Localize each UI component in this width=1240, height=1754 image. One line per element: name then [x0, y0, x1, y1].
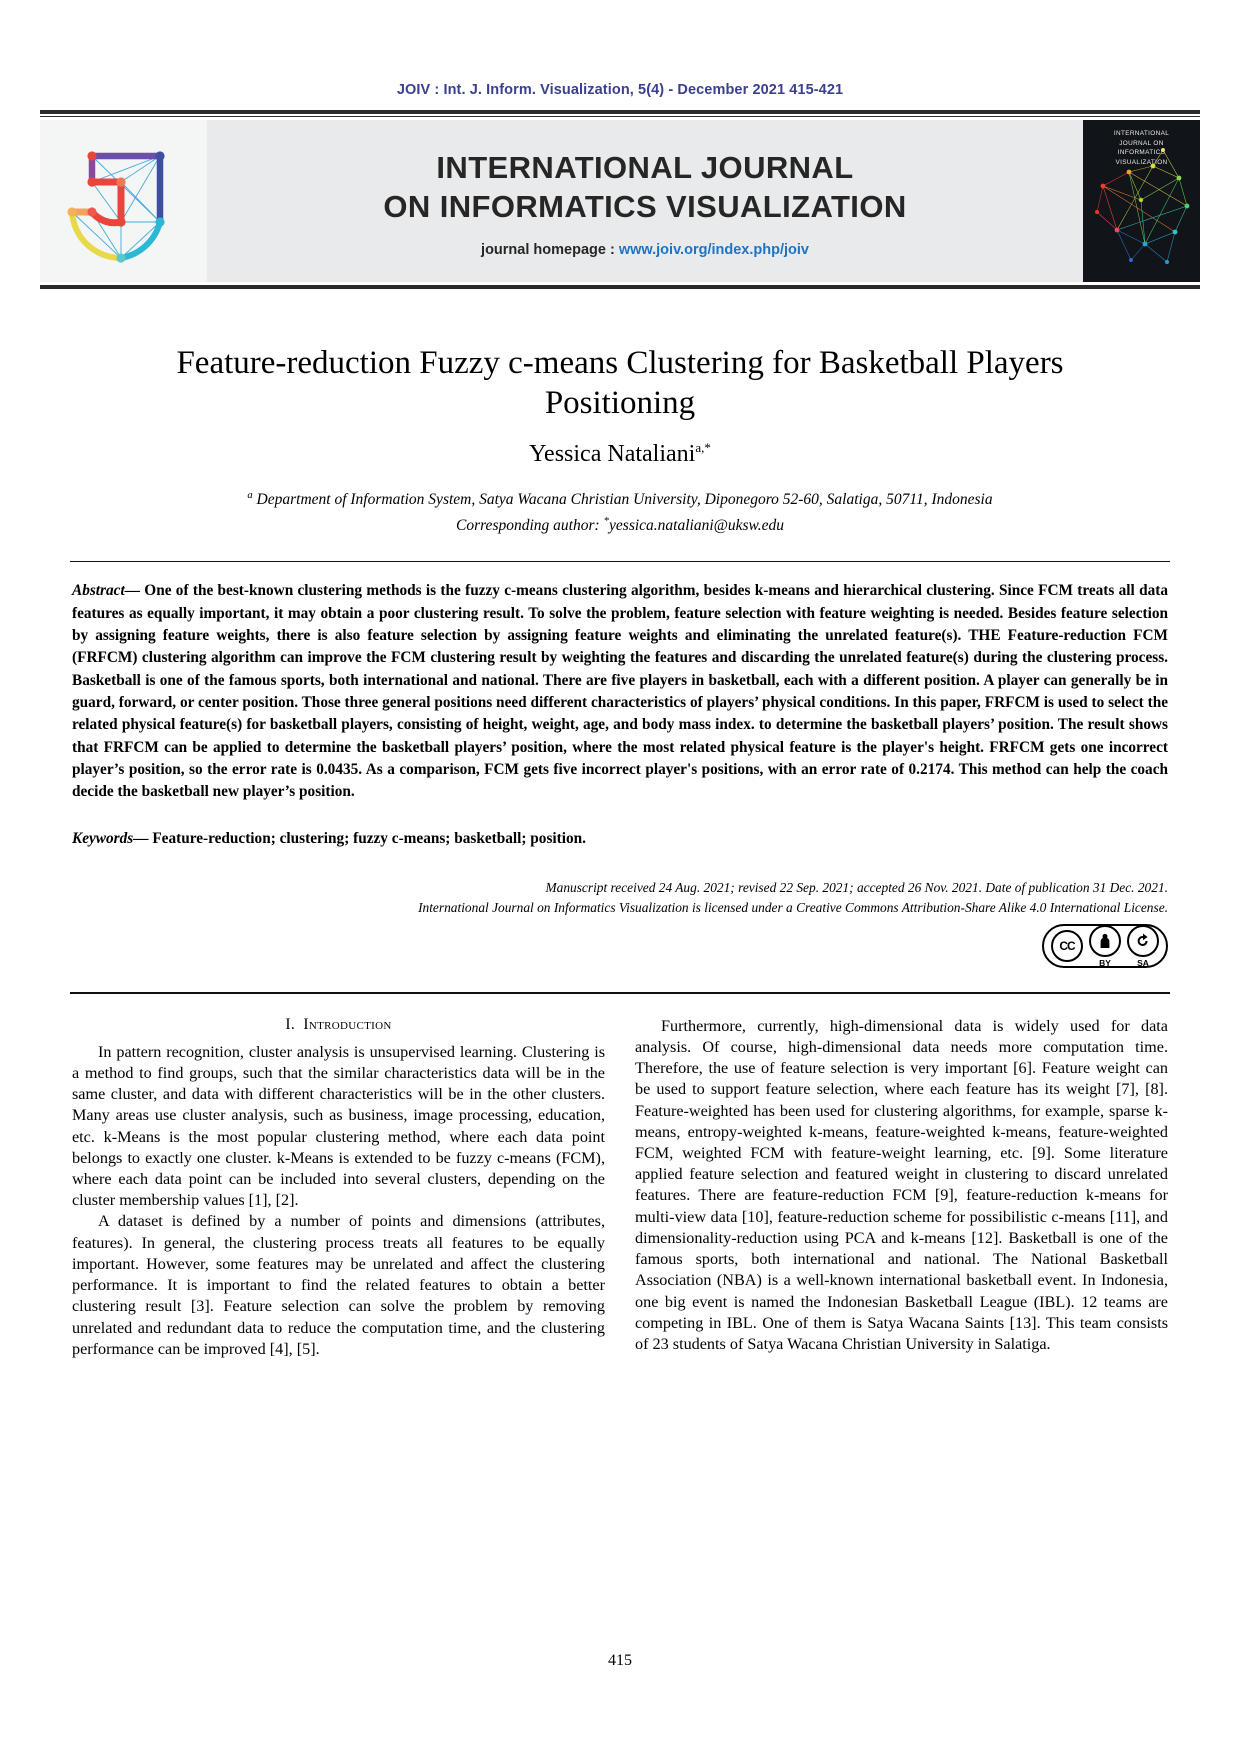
- cc-by-cell: [1086, 925, 1124, 968]
- banner-top-rule-thick: [40, 110, 1200, 114]
- cc-license-row: [72, 924, 1168, 968]
- share-alike-glyph-icon: [1134, 932, 1152, 950]
- person-glyph-icon: [1096, 932, 1114, 950]
- running-head: JOIV : Int. J. Inform. Visualization, 5(4) - December 2021 415-421: [396, 82, 844, 98]
- manuscript-dates-block: [72, 878, 1168, 918]
- cover-caption-line3: INFORMATICS: [1117, 149, 1166, 157]
- keywords-label: Keywords—: [72, 829, 149, 847]
- paragraph: A dataset is defined by a number of points and dimensions (attributes, features). In general, the clustering process treats all features to be equally important. However, some features may be unrelated and affect the clustering performance. It is important to find the related features to obtain a better clustering result [3]. Feature selection can solve the problem by removing unrelated and redundant data to reduce the computation time, and the clustering performance can be improved [4], [5].: [72, 1212, 605, 1358]
- cover-caption: [1083, 129, 1200, 167]
- banner-bottom-rule: [40, 285, 1200, 289]
- journal-title-line2: ON INFORMATICS VISUALIZATION: [383, 189, 907, 224]
- journal-title: [383, 148, 906, 226]
- abstract-top-rule: [70, 561, 1170, 563]
- journal-title-cell: [207, 120, 1083, 282]
- cc-by-label: BY: [1099, 957, 1111, 968]
- body-top-rule: [70, 992, 1170, 994]
- journal-homepage-line: [481, 242, 809, 258]
- banner-top-rule-thin: [40, 116, 1200, 117]
- journal-cover-thumbnail: [1083, 120, 1200, 282]
- keywords-text: Feature-reduction; clustering; fuzzy c-means; basketball; position.: [148, 829, 586, 847]
- joiv-j-logo-icon: [64, 136, 184, 266]
- journal-title-line1: INTERNATIONAL JOURNAL: [436, 149, 854, 185]
- paragraph: In pattern recognition, cluster analysis is unsupervised learning. Clustering is a method to find groups, such that the similar characteristics data will be in the same cluster, and data with different characteristics will be in the other clusters. Many areas use cluster analysis, such as business, image processing, education, etc. k-Means is the most popular clustering method, where each data point belongs to exactly one cluster. k-Means is extended to be fuzzy c-means (FCM), where each data point can be included into several clusters, depending on the cluster membership values [1], [2].: [72, 1042, 605, 1210]
- author-name: Yessica Nataliani: [529, 440, 696, 467]
- two-column-body: [72, 1016, 1168, 1360]
- cc-sa-label: SA: [1137, 957, 1149, 968]
- section-title: Introduction: [303, 1015, 392, 1033]
- cover-caption-line2: JOURNAL ON: [1119, 139, 1164, 147]
- corresponding-author-marker: *: [603, 514, 610, 527]
- cc-mark-cell: [1048, 930, 1086, 962]
- abstract-block: [72, 580, 1168, 803]
- affiliation-line: [0, 488, 1240, 512]
- section-number: I.: [285, 1015, 296, 1033]
- affiliation-text: Department of Information System, Satya Wacana Christian University, Diponegoro 52-60, Salatiga, 50711, Indonesia: [256, 490, 993, 508]
- corresponding-author-email[interactable]: yessica.nataliani@uksw.edu: [609, 516, 785, 534]
- right-column: [635, 1016, 1168, 1360]
- author-line: [0, 440, 1240, 468]
- cc-sa-cell: [1124, 925, 1162, 968]
- cc-by-sa-badge[interactable]: [1042, 924, 1168, 968]
- corresponding-author-line: [0, 515, 1240, 535]
- affiliation-marker: a: [247, 489, 253, 501]
- keywords-block: [72, 828, 1168, 850]
- abstract-text: One of the best-known clustering methods is the fuzzy c-means clustering algorithm, besides k-means and hierarchical clustering. Since FCM treats all data features as equally important, it may obtain a poor clustering result. To solve the problem, feature selection with feature weighting is needed. Besides feature selection by assigning feature weights, there is also feature selection by assigning feature weights and eliminating the unrelated feature(s). THE Feature-reduction FCM (FRFCM) clustering algorithm can improve the FCM clustering result by weighting the features and discarding the unrelated feature(s) during the clustering process. Basketball is one of the famous sports, both international and national. There are five players in basketball, each with a different position. A player can generally be in guard, forward, or center position. Those three general positions need different characteristics of players’ physical conditions. In this paper, FRFCM is used to select the related physical feature(s) for basketball players, consisting of height, weight, age, and body mass index. to determine the basketball players’ position. The result shows that FRFCM can be applied to determine the basketball players’ position, where the most related physical feature is the player's height. FRFCM gets one incorrect player’s position, so the error rate is 0.0435. As a comparison, FCM gets five incorrect player's positions, with an error rate of 0.2174. This method can help the coach decide the basketball new player’s position.: [72, 582, 1168, 801]
- section-heading-introduction: [72, 1016, 605, 1034]
- page-number: 415: [608, 1652, 632, 1669]
- journal-banner: [40, 120, 1200, 282]
- paragraph: Furthermore, currently, high-dimensional data is widely used for data analysis. Of course, high-dimensional data needs more computation time. Therefore, the use of feature selection is very important [6]. Feature weight can be used to support feature selection, where each feature has its weight [7], [8]. Feature-weighted has been used for clustering algorithms, for example, sparse k-means, entropy-weighted k-means, feature-weighted k-means, feature-weighted FCM, weighted FCM with feature-weight learning, etc. [9]. Some literature applied feature selection and featured weight in clustering to discard unrelated features. There are feature-reduction FCM [9], feature-reduction k-means for multi-view data [10], feature-reduction scheme for possibilistic c-means [11], and dimensionality-reduction using PCA and k-means [12]. Basketball is one of the famous sports, both international and national. The National Basketball Association (NBA) is a well-known international basketball event. In Indonesia, one big event is named the Indonesian Basketball League (IBL). 12 teams are competing in IBL. One of them is Satya Wacana Saints [13]. This team consists of 23 students of Satya Wacana Christian University in Salatiga.: [635, 1016, 1168, 1353]
- cover-caption-line4: VISUALIZATION: [1115, 158, 1168, 166]
- cc-circle-icon: CC: [1051, 930, 1083, 962]
- journal-logo-cell: [40, 120, 207, 282]
- journal-homepage-url[interactable]: www.joiv.org/index.php/joiv: [618, 242, 809, 259]
- page-title: Feature-reduction Fuzzy c-means Clustering for Basketball Players Positioning: [176, 345, 1064, 422]
- abstract-label: Abstract—: [72, 582, 140, 600]
- left-column: [72, 1016, 605, 1360]
- author-affiliation-marker: a,*: [695, 439, 711, 455]
- journal-homepage-label: journal homepage :: [481, 242, 615, 259]
- cc-sa-arrow-icon: [1127, 925, 1159, 957]
- license-line: International Journal on Informatics Visualization is licensed under a Creative Commons Attribution-Share Alike 4.0 International License.: [418, 899, 1168, 915]
- cover-caption-line1: INTERNATIONAL: [1113, 130, 1170, 137]
- manuscript-dates-line: Manuscript received 24 Aug. 2021; revised 22 Sep. 2021; accepted 26 Nov. 2021. Date of publication 31 Dec. 2021.: [545, 879, 1168, 895]
- corresponding-author-label: Corresponding author:: [455, 516, 600, 534]
- journal-banner-block: [40, 110, 1200, 289]
- cc-by-person-icon: [1089, 925, 1121, 957]
